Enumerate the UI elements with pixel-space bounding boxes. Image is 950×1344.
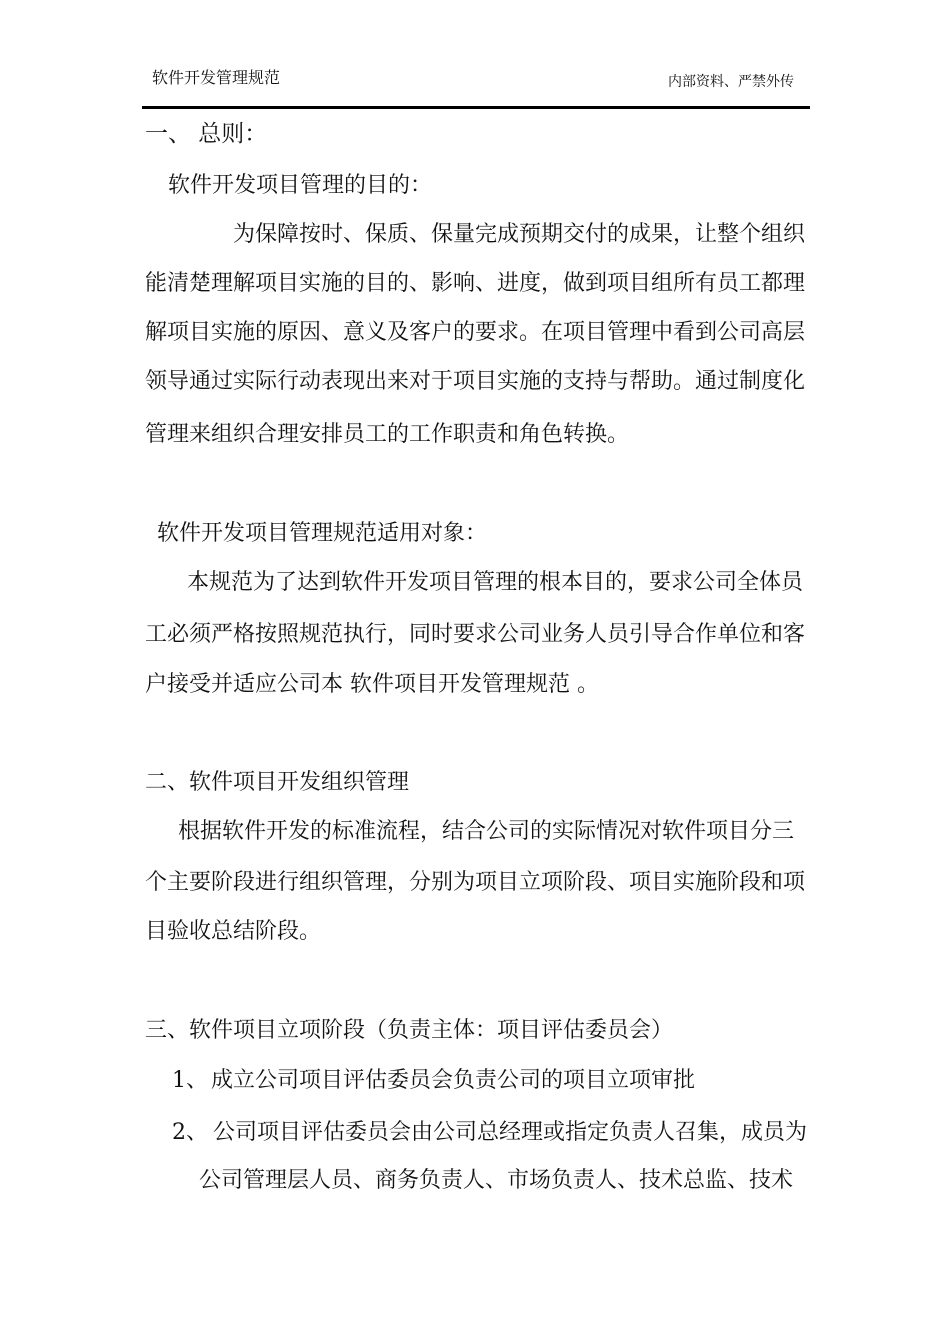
scope-line: 本规范为了达到软件开发项目管理的根本目的，要求公司全体员 xyxy=(187,570,804,595)
purpose-line: 能清楚理解项目实施的目的、影响、进度，做到项目组所有员工都理 xyxy=(145,271,806,296)
purpose-line: 解项目实施的原因、意义及客户的要求。在项目管理中看到公司高层 xyxy=(145,320,806,345)
header-title: 软件开发管理规范 xyxy=(152,68,281,87)
purpose-line: 管理来组织合理安排员工的工作职责和角色转换。 xyxy=(145,422,630,447)
section-3-title: 三、软件项目立项阶段（负责主体：项目评估委员会） xyxy=(145,1018,674,1043)
scope-line: 户接受并适应公司本 软件项目开发管理规范 。 xyxy=(145,672,599,697)
list-item-text: 成立公司项目评估委员会负责公司的项目立项审批 xyxy=(211,1068,696,1093)
section-2-line: 个主要阶段进行组织管理，分别为项目立项阶段、项目实施阶段和项 xyxy=(145,870,806,895)
scope-line: 工必须严格按照规范执行，同时要求公司业务人员引导合作单位和客 xyxy=(145,622,806,647)
header-confidential-note: 内部资料、严禁外传 xyxy=(668,74,794,90)
purpose-heading: 软件开发项目管理的目的： xyxy=(168,173,433,198)
scope-heading: 软件开发项目管理规范适用对象： xyxy=(157,521,488,546)
purpose-line: 为保障按时、保质、保量完成预期交付的成果，让整个组织 xyxy=(233,222,806,247)
header-rule xyxy=(142,106,810,109)
section-1-title: 一、 总则： xyxy=(145,121,268,147)
list-item-text: 公司项目评估委员会由公司总经理或指定负责人召集，成员为 xyxy=(213,1120,808,1145)
list-item-number: 1、 xyxy=(172,1068,208,1093)
list-item-number: 2、 xyxy=(172,1120,208,1145)
section-2-title: 二、软件项目开发组织管理 xyxy=(145,770,410,795)
list-item-continuation: 公司管理层人员、商务负责人、市场负责人、技术总监、技术 xyxy=(199,1168,794,1193)
section-2-line: 目验收总结阶段。 xyxy=(145,919,322,944)
purpose-line: 领导通过实际行动表现出来对于项目实施的支持与帮助。通过制度化 xyxy=(145,369,806,394)
section-2-line: 根据软件开发的标准流程，结合公司的实际情况对软件项目分三 xyxy=(178,819,795,844)
